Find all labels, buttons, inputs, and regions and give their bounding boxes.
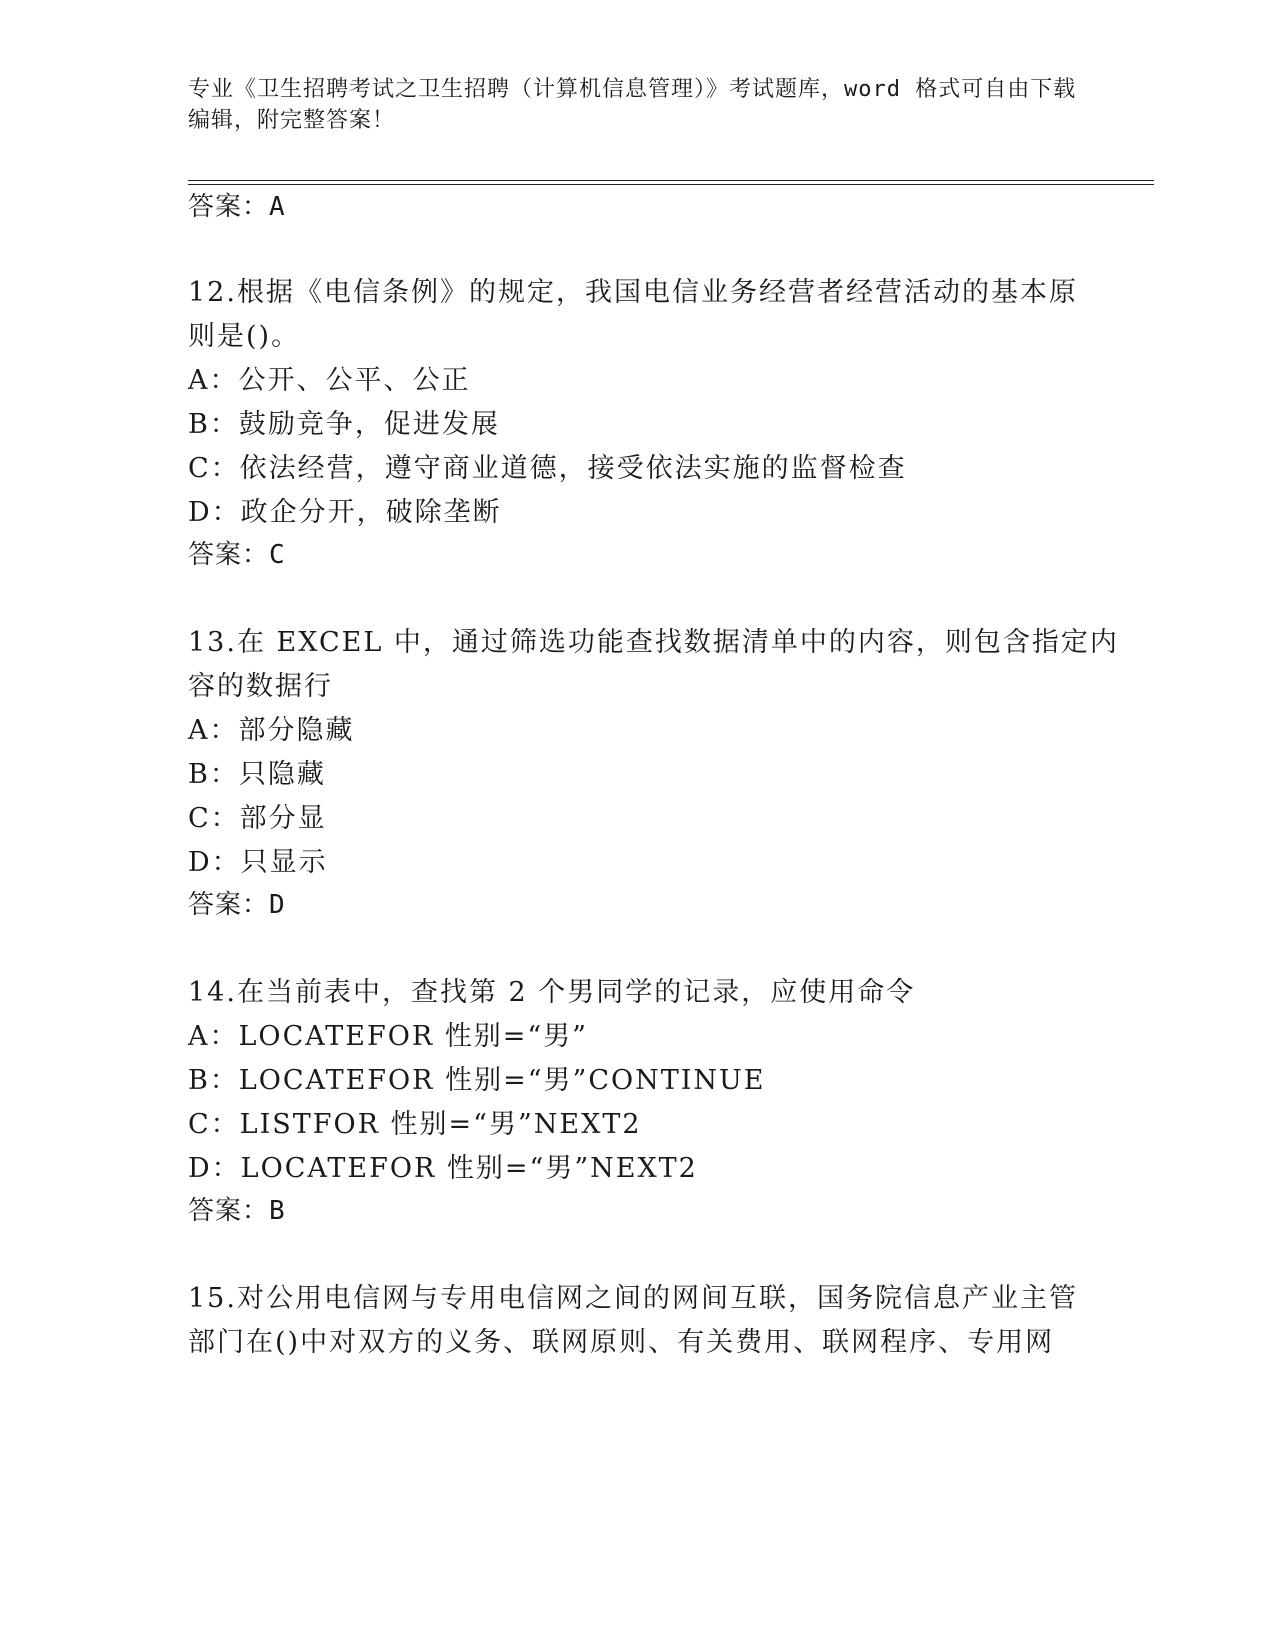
answer-line: 答案：A	[188, 192, 286, 222]
header-rule-top	[188, 180, 1154, 181]
option-c: C：依法经营，遵守商业道德，接受依法实施的监督检查	[188, 453, 907, 484]
option-a: A：LOCATEFOR 性别=“男”	[188, 1021, 588, 1052]
page-header: 专业《卫生招聘考试之卫生招聘（计算机信息管理）》考试题库，word 格式可自由下载编辑，附完整答案！	[188, 77, 1077, 133]
option-d: D：政企分开，破除垄断	[188, 497, 502, 528]
option-c: C：LISTFOR 性别=“男”NEXT2	[188, 1109, 642, 1140]
option-a: A：部分隐藏	[188, 715, 355, 746]
question-stem-line: 12.根据《电信条例》的规定，我国电信业务经营者经营活动的基本原	[188, 277, 1078, 308]
answer-line: 答案：B	[188, 1196, 286, 1226]
question-stem-line: 则是()。	[188, 321, 301, 352]
option-c: C：部分显	[188, 803, 327, 834]
option-b: B：鼓励竞争，促进发展	[188, 409, 500, 440]
question-stem-line: 部门在()中对双方的义务、联网原则、有关费用、联网程序、专用网	[188, 1327, 1055, 1358]
option-b: B：只隐藏	[188, 759, 326, 790]
question-stem-line: 14.在当前表中，查找第 2 个男同学的记录，应使用命令	[188, 977, 916, 1008]
question-stem-line: 15.对公用电信网与专用电信网之间的网间互联，国务院信息产业主管	[188, 1283, 1078, 1314]
option-d: D：LOCATEFOR 性别=“男”NEXT2	[188, 1153, 698, 1184]
answer-line: 答案：C	[188, 540, 286, 570]
header-rule-bottom	[188, 184, 1154, 185]
answer-line: 答案：D	[188, 890, 286, 920]
option-d: D：只显示	[188, 847, 328, 878]
option-b: B：LOCATEFOR 性别=“男”CONTINUE	[188, 1065, 766, 1096]
option-a: A：公开、公平、公正	[188, 365, 471, 396]
question-stem-line: 容的数据行	[188, 671, 333, 702]
question-stem-line: 13.在 EXCEL 中，通过筛选功能查找数据清单中的内容，则包含指定内	[188, 627, 1119, 658]
